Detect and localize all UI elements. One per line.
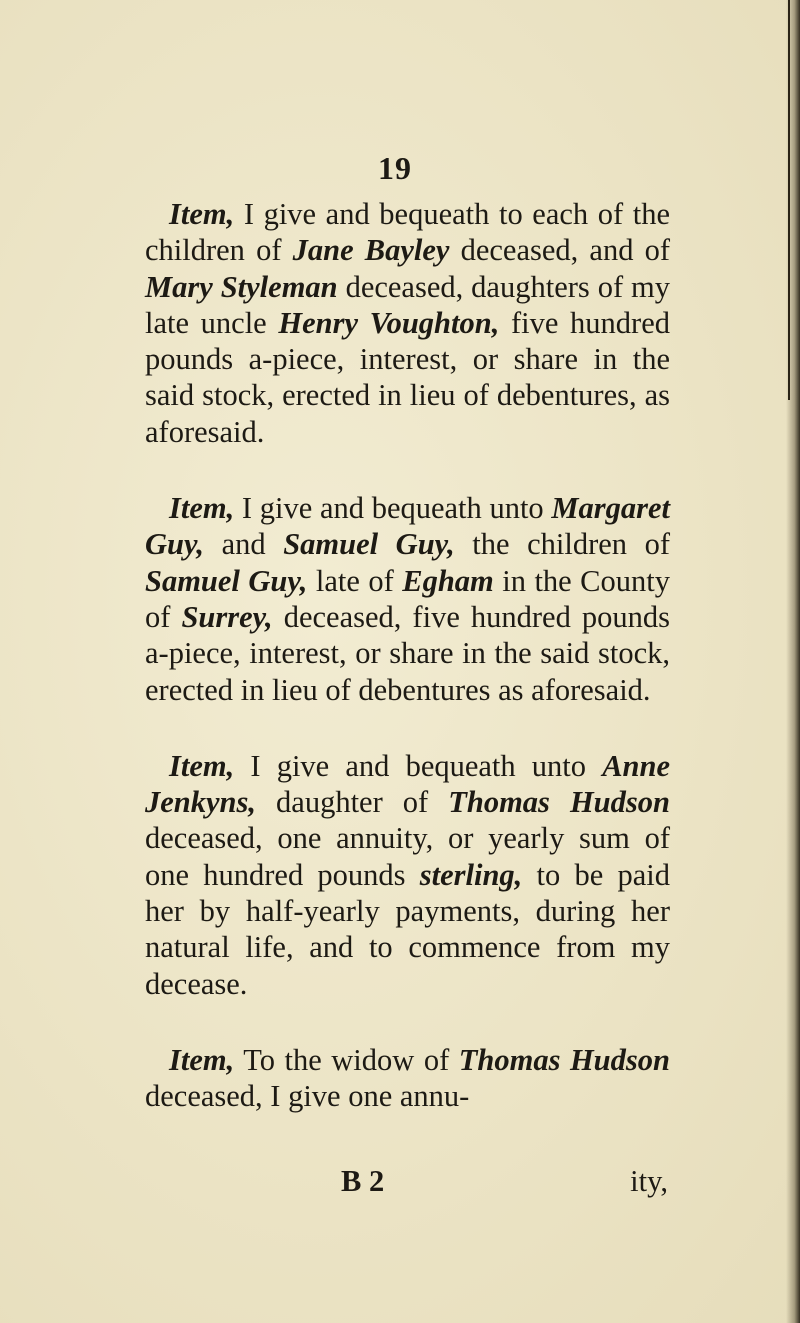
italic-text: Henry Voughton, bbox=[278, 305, 500, 340]
catchword: ity, bbox=[630, 1164, 668, 1198]
italic-text: Item, bbox=[169, 197, 235, 231]
paragraph bbox=[145, 748, 670, 1002]
text-run: in the County of bbox=[145, 563, 670, 634]
italic-text: Surrey, bbox=[181, 599, 273, 634]
italic-text: Item, bbox=[169, 748, 235, 783]
italic-text: Jane Bayley bbox=[292, 233, 450, 268]
paragraph bbox=[145, 1042, 670, 1115]
page-number: 19 bbox=[378, 150, 412, 186]
italic-text: Thomas Hudson bbox=[448, 785, 670, 820]
body-text bbox=[145, 196, 670, 1115]
text-run: deceased, five hundred pounds a-piece, interest, or share in the said stock, erected in lieu of debentures as aforesaid. bbox=[145, 599, 670, 707]
text-run: deceased, one annuity, or yearly sum of one hundred pounds bbox=[145, 821, 670, 892]
text-run: five hundred pounds a-piece, interest, or share in the said stock, erected in lieu of debentures, as aforesaid. bbox=[145, 305, 670, 449]
text-run: I give and bequeath unto bbox=[234, 491, 552, 526]
text-run: late of bbox=[307, 563, 403, 598]
paragraph bbox=[145, 490, 670, 708]
text-run: to be paid her by half-yearly payments, during her natural life, and to commence from my decease. bbox=[145, 857, 670, 1001]
text-run: deceased, daughters of my late uncle bbox=[145, 269, 671, 340]
italic-text: Mary Styleman bbox=[145, 269, 338, 304]
italic-text: Egham bbox=[402, 563, 494, 598]
text-run: I give and bequeath to each of the children of bbox=[145, 197, 670, 268]
text-run: and bbox=[204, 527, 284, 562]
text-run: deceased, and of bbox=[449, 233, 670, 268]
italic-text: sterling, bbox=[419, 857, 523, 892]
italic-text: Item, bbox=[169, 491, 235, 526]
footer-line bbox=[145, 1163, 670, 1199]
text-run: the children of bbox=[454, 527, 670, 562]
paragraph bbox=[145, 196, 670, 450]
italic-text: Item, bbox=[169, 1042, 235, 1077]
italic-text: Samuel Guy, bbox=[145, 563, 308, 598]
italic-text: Margaret Guy, bbox=[145, 491, 670, 562]
text-run: To the widow of bbox=[234, 1042, 459, 1077]
italic-text: Anne Jenkyns, bbox=[145, 748, 670, 820]
signature-mark: B 2 bbox=[341, 1164, 385, 1198]
page-edge-shadow bbox=[786, 0, 800, 1323]
italic-text: Thomas Hudson bbox=[458, 1042, 670, 1077]
text-run: daughter of bbox=[256, 785, 449, 820]
text-run: I give and bequeath unto bbox=[234, 748, 603, 783]
italic-text: Samuel Guy, bbox=[283, 527, 455, 562]
text-run: deceased, I give one annu- bbox=[145, 1079, 470, 1114]
